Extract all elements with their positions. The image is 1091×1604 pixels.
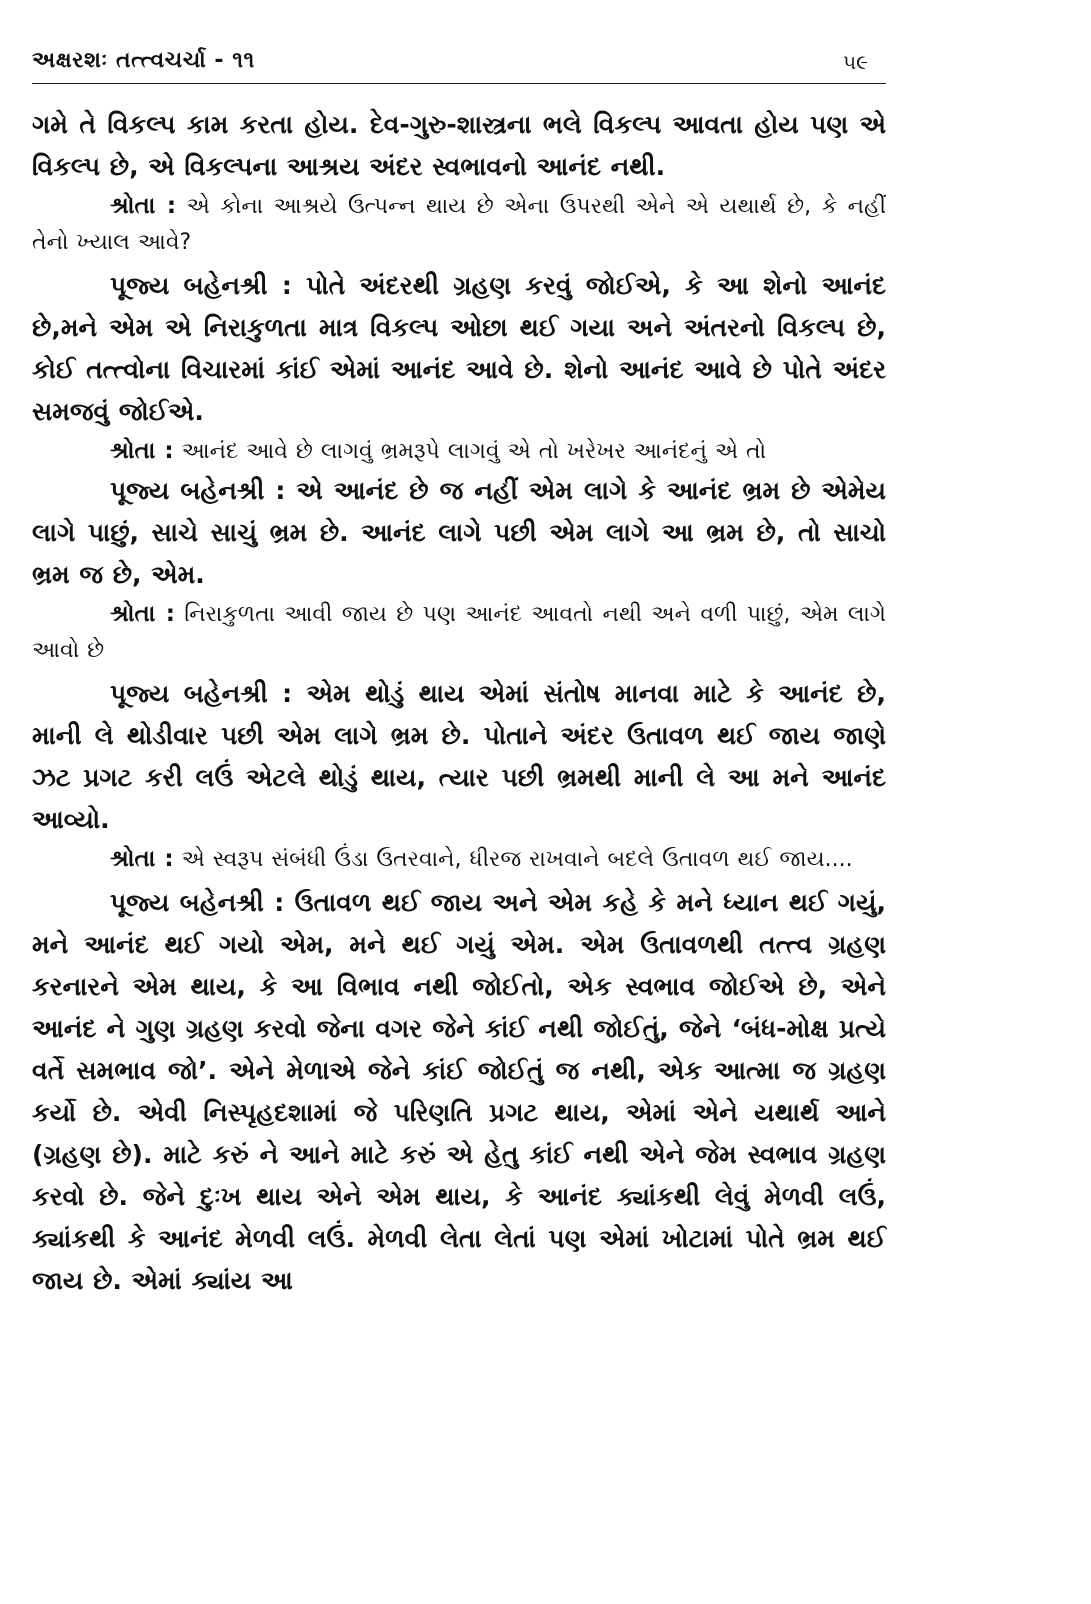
page-number: ૫૯ <box>843 50 868 74</box>
speaker-label: શ્રોતા : <box>110 846 174 872</box>
paragraph-bahenshri <box>32 673 886 841</box>
paragraph-continuation <box>32 104 886 188</box>
running-title: અક્ષરશઃ તત્ત્વચર્ચા - ૧૧ <box>32 48 255 73</box>
paragraph-text: નિરાકુળતા આવી જાય છે પણ આનંદ આવતો નથી અને વળી પાછું, એમ લાગે આવો છે <box>32 602 886 663</box>
paragraph-text: ઉતાવળ થઈ જાય અને એમ કહે કે મને ધ્યાન થઈ ગયું, મને આનંદ થઈ ગયો એમ, મને થઈ ગયું એમ. એમ ઉતાવળથી તત્ત્વ ગ્રહણ કરનારને એમ થાય, કે આ વિભાવ નથી જોઈતો, એક સ્વભાવ જોઈએ છે, એને આનંદ ને ગુણ ગ્રહણ કરવો જેના વગર જેને કાંઈ નથી જોઈતું, જેને ‘બંધ-મોક્ષ પ્રત્યે વર્તે સમભાવ જો’. એને મેળાએ જેને કાંઈ જોઈતું જ નથી, એક આત્મા જ ગ્રહણ કર્યો છે. એવી નિસ્પૃહદશામાં જે પરિણતિ પ્રગટ થાય, એમાં એને યથાર્થ આને (ગ્રહણ છે). માટે કરું ને આને માટે કરું એ હેતુ કાંઈ નથી એને જેમ સ્વભાવ ગ્રહણ કરવો છે. જેને દુઃખ થાય એને એમ થાય, કે આનંદ ક્યાંકથી લેવું મેળવી લઉં, ક્યાંકથી કે આનંદ મેળવી લઉં. મેળવી લેતા લેતાં પણ એમાં ખોટામાં પોતે ભ્રમ થઈ જાય છે. એમાં ક્યાંય આ <box>32 888 886 1295</box>
paragraph-text: એ સ્વરૂપ સંબંધી ઉંડા ઉતરવાને, ધીરજ રાખવાને બદલે ઉતાવળ થઈ જાય.... <box>173 847 853 872</box>
paragraph-listener <box>32 841 886 878</box>
paragraph-listener <box>32 433 886 470</box>
paragraph-text: ગમે તે વિકલ્પ કામ કરતા હોય. દેવ-ગુરુ-શાસ્ત્રના ભલે વિકલ્પ આવતા હોય પણ એ વિકલ્પ છે, એ વિકલ્પના આશ્રય અંદર સ્વભાવનો આનંદ નથી. <box>32 110 886 181</box>
paragraph-bahenshri <box>32 470 886 596</box>
speaker-label: શ્રોતા : <box>110 601 175 627</box>
speaker-label: પૂજ્ય બહેનશ્રી : <box>110 476 286 505</box>
paragraph-text: પોતે અંદરથી ગ્રહણ કરવું જોઈએ, કે આ શેનો આનંદ છે,મને એમ એ નિરાકુળતા માત્ર વિકલ્પ ઓછા થઈ ગયા અને અંતરનો વિકલ્પ છે, કોઈ તત્ત્વોના વિચારમાં કાંઈ એમાં આનંદ આવે છે. શેનો આનંદ આવે છે પોતે અંદર સમજવું જોઈએ. <box>32 271 886 426</box>
paragraph-bahenshri <box>32 265 886 433</box>
paragraph-text: એ કોના આશ્રયે ઉત્પન્ન થાય છે એના ઉપરથી એને એ યથાર્થ છે, કે નહીં તેનો ખ્યાલ આવે? <box>32 194 886 255</box>
paragraph-listener <box>32 596 886 669</box>
paragraph-bahenshri <box>32 882 886 1302</box>
speaker-label: પૂજ્ય બહેનશ્રી : <box>110 888 285 917</box>
speaker-label: શ્રોતા : <box>110 438 174 464</box>
speaker-label: પૂજ્ય બહેનશ્રી : <box>110 271 292 300</box>
page-header <box>32 44 886 84</box>
paragraph-listener <box>32 188 886 261</box>
page-body <box>32 104 886 1302</box>
paragraph-text: એમ થોડું થાય એમાં સંતોષ માનવા માટે કે આનંદ છે, માની લે થોડીવાર પછી એમ લાગે ભ્રમ છે. પોતાને અંદર ઉતાવળ થઈ જાય જાણે ઝટ પ્રગટ કરી લઉં એટલે થોડું થાય, ત્યાર પછી ભ્રમથી માની લે આ મને આનંદ આવ્યો. <box>32 679 886 834</box>
speaker-label: શ્રોતા : <box>110 193 177 219</box>
paragraph-text: એ આનંદ છે જ નહીં એમ લાગે કે આનંદ ભ્રમ છે એમેય લાગે પાછું, સાચે સાચું ભ્રમ છે. આનંદ લાગે પછી એમ લાગે આ ભ્રમ છે, તો સાચો ભ્રમ જ છે, એમ. <box>32 476 886 589</box>
speaker-label: પૂજ્ય બહેનશ્રી : <box>110 679 293 708</box>
paragraph-text: આનંદ આવે છે લાગવું ભ્રમરૂપે લાગવું એ તો ખરેખર આનંદનું એ તો <box>173 439 767 464</box>
